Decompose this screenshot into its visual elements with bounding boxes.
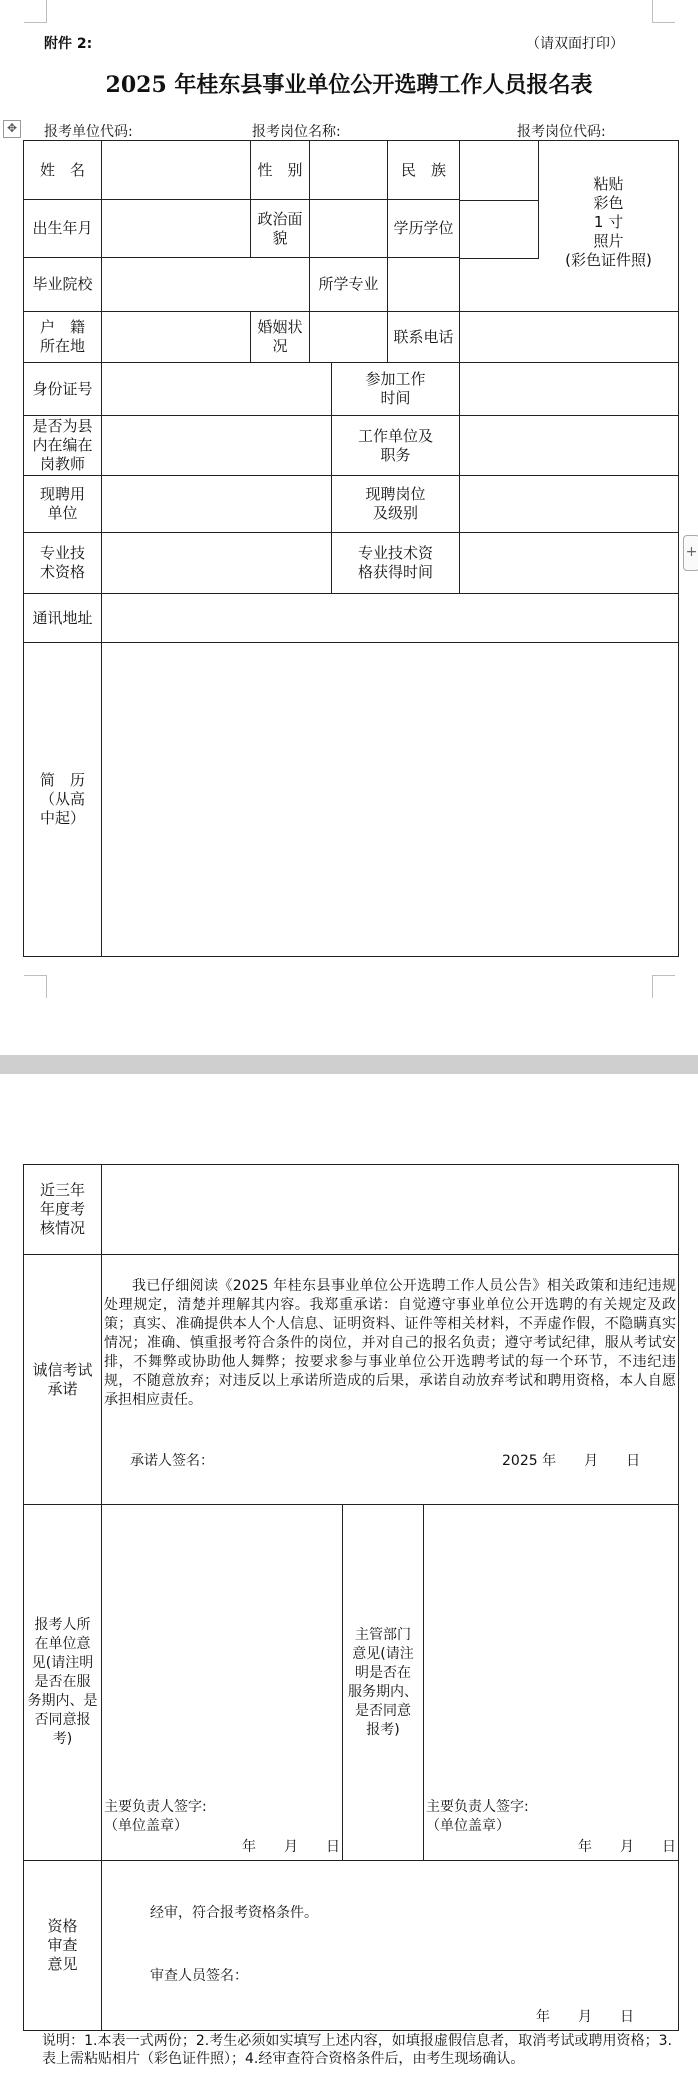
unit-leader-sign: 主要负责人签字:	[104, 1799, 207, 1815]
major-field[interactable]	[388, 258, 460, 312]
registration-table-2	[23, 1164, 679, 2031]
dept-seal: （单位盖章）	[426, 1818, 510, 1834]
dept-opinion-field[interactable]	[424, 1505, 679, 1861]
major-label: 所学专业	[310, 258, 388, 312]
promise-text: 我已仔细阅读《2025 年桂东县事业单位公开选聘工作人员公告》相关政策和违纪违规处理规定，清楚并理解其内容。我郑重承诺：自觉遵守事业单位公开选聘的有关规定及政策；真实、准确提供本人个人信息、证明资料、证件等相关材料，不弄虚作假，不隐瞒真实情况；准确、慎重报考符合条件的岗位，并对自己的报名负责；遵守考试纪律，服从考试安排，不舞弊或协助他人舞弊；按要求参与事业单位公开选聘考试的每一个环节，不违纪违规，不随意放弃；对违反以上承诺所造成的后果，承诺自动放弃考试和聘用资格，本人自愿承担相应责任。	[104, 1278, 677, 1408]
qual-time-label: 专业技术资 格获得时间	[332, 533, 460, 594]
post-name-label: 报考岗位名称:	[252, 124, 341, 140]
crop-mark	[652, 0, 675, 23]
id-label: 身份证号	[24, 363, 102, 416]
name-label: 姓 名	[24, 141, 102, 200]
review-field[interactable]	[102, 1165, 679, 1255]
current-post-field[interactable]	[460, 476, 679, 533]
name-field[interactable]	[102, 141, 251, 200]
print-note: （请双面打印）	[526, 36, 624, 52]
post-code-label: 报考岗位代码:	[517, 124, 606, 140]
marital-field[interactable]	[310, 312, 388, 363]
notes: 说明：1.本表一式两份；2.考生必须如实填写上述内容，如填报虚假信息者，取消考试或聘用资格；3.表上需粘贴相片（彩色证件照）；4.经审查符合资格条件后，由考生现场确认。	[42, 2033, 672, 2067]
workplace-label: 工作单位及 职务	[332, 416, 460, 476]
workplace-field[interactable]	[460, 416, 679, 476]
photo-text-2: 彩色	[593, 194, 624, 212]
dept-opinion-label: 主管部门 意见(请注 明是否在 服务期内、 是否同意 报考)	[343, 1505, 424, 1861]
employer-field[interactable]	[102, 476, 332, 533]
dept-leader-sign: 主要负责人签字:	[426, 1799, 529, 1815]
political-field[interactable]	[310, 200, 388, 258]
marital-label: 婚姻状况	[251, 312, 310, 363]
qual-time-field[interactable]	[460, 533, 679, 594]
title-qual-label: 专业技 术资格	[24, 533, 102, 594]
review-label: 近三年 年度考 核情况	[24, 1165, 102, 1255]
reviewer-sign-label: 审查人员签名：	[150, 1968, 248, 1984]
attachment-label: 附件 2:	[44, 36, 93, 52]
qual-review-field[interactable]	[102, 1861, 679, 2031]
form-title: 2025 年桂东县事业单位公开选聘工作人员报名表	[105, 72, 593, 98]
birth-label: 出生年月	[24, 200, 102, 258]
dept-date: 年 月 日	[578, 1839, 676, 1855]
photo-text-4: 照片	[593, 232, 624, 250]
birth-field[interactable]	[102, 200, 251, 258]
page-gap	[0, 1055, 698, 1074]
photo-box[interactable]	[460, 141, 679, 312]
qual-date: 年 月 日	[536, 2009, 634, 2025]
teacher-label: 是否为县 内在编在 岗教师	[24, 416, 102, 476]
photo-text-5: (彩色证件照)	[565, 251, 652, 269]
work-time-label: 参加工作 时间	[332, 363, 460, 416]
crop-mark	[24, 0, 47, 23]
unit-date: 年 月 日	[242, 1839, 340, 1855]
hukou-label: 户 籍 所在地	[24, 312, 102, 363]
gender-label: 性 别	[251, 141, 310, 200]
current-post-label: 现聘岗位 及级别	[332, 476, 460, 533]
move-icon[interactable]: ✥	[3, 120, 21, 138]
page-2	[0, 1074, 698, 2090]
photo-text-1: 粘贴	[593, 175, 624, 193]
hukou-field[interactable]	[102, 312, 251, 363]
unit-opinion-field[interactable]	[102, 1505, 343, 1861]
political-label: 政治面貌	[251, 200, 310, 258]
integrity-label: 诚信考试 承诺	[24, 1255, 102, 1505]
degree-label: 学历学位	[388, 200, 460, 258]
registration-table-1	[23, 140, 679, 957]
crop-mark	[652, 975, 675, 998]
school-field[interactable]	[102, 258, 310, 312]
integrity-field	[102, 1255, 679, 1505]
resume-label: 简 历 （从高 中起）	[24, 643, 102, 957]
add-column-icon[interactable]: +	[683, 535, 698, 571]
unit-opinion-label: 报考人所 在单位意 见(请注明 是否在服 务期内、是 否同意报 考)	[24, 1505, 102, 1861]
resume-field[interactable]	[102, 643, 679, 957]
gender-field[interactable]	[310, 141, 388, 200]
title-qual-field[interactable]	[102, 533, 332, 594]
qual-review-text: 经审，符合报考资格条件。	[150, 1905, 318, 1921]
ethnicity-label: 民 族	[388, 141, 460, 200]
photo-text-3: 1 寸	[593, 213, 624, 231]
unit-code-label: 报考单位代码:	[44, 124, 133, 140]
address-field[interactable]	[102, 594, 679, 643]
teacher-field[interactable]	[102, 416, 332, 476]
degree-field[interactable]	[460, 200, 540, 259]
address-label: 通讯地址	[24, 594, 102, 643]
phone-field[interactable]	[460, 312, 679, 363]
id-field[interactable]	[102, 363, 332, 416]
crop-mark	[24, 975, 47, 998]
qual-review-label: 资格 审查 意见	[24, 1861, 102, 2031]
phone-label: 联系电话	[388, 312, 460, 363]
promiser-sign-label: 承诺人签名：	[130, 1453, 214, 1469]
employer-label: 现聘用 单位	[24, 476, 102, 533]
promise-date: 2025 年 月 日	[502, 1453, 641, 1469]
ethnicity-field[interactable]	[460, 141, 540, 201]
work-time-field[interactable]	[460, 363, 679, 416]
unit-seal: （单位盖章）	[104, 1818, 188, 1834]
school-label: 毕业院校	[24, 258, 102, 312]
